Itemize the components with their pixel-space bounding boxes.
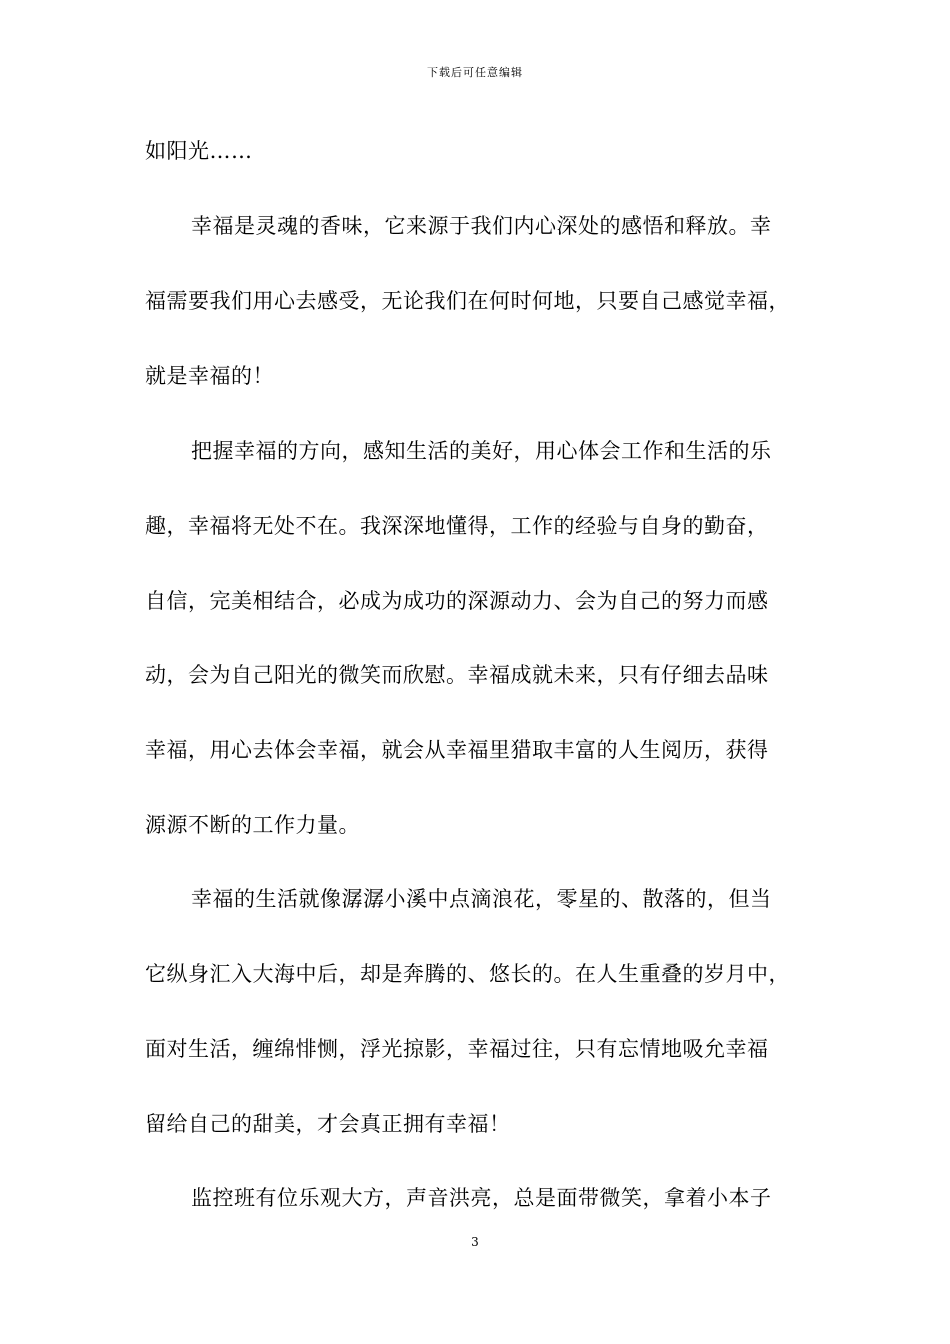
body-text-line: 它纵身汇入大海中后，却是奔腾的、悠长的。在人生重叠的岁月中， xyxy=(145,962,790,986)
body-text-line: 福需要我们用心去感受，无论我们在何时何地，只要自己感觉幸福， xyxy=(145,289,790,313)
page-header: 下载后可任意编辑 xyxy=(427,66,523,79)
body-text-line: 趣，幸福将无处不在。我深深地懂得，工作的经验与自身的勤奋， xyxy=(145,514,769,538)
body-text-line: 幸福是灵魂的香味，它来源于我们内心深处的感悟和释放。幸 xyxy=(191,214,772,238)
body-text-line: 动，会为自己阳光的微笑而欣慰。幸福成就未来，只有仔细去品味 xyxy=(145,663,769,687)
body-text-line: 就是幸福的！ xyxy=(145,364,274,388)
body-text-line: 如阳光…… xyxy=(145,139,253,163)
page-number: 3 xyxy=(471,1235,479,1249)
body-text-line: 面对生活，缠绵悱恻，浮光掠影，幸福过往，只有忘情地吸允幸福 xyxy=(145,1037,769,1061)
body-text-line: 自信，完美相结合，必成为成功的深源动力、会为自己的努力而感 xyxy=(145,589,769,613)
body-text-line: 留给自己的甜美，才会真正拥有幸福！ xyxy=(145,1112,511,1136)
body-text-line: 监控班有位乐观大方，声音洪亮，总是面带微笑，拿着小本子 xyxy=(191,1186,772,1210)
body-text-line: 幸福，用心去体会幸福，就会从幸福里猎取丰富的人生阅历，获得 xyxy=(145,738,769,762)
body-text-line: 源源不断的工作力量。 xyxy=(145,813,360,837)
body-text-line: 把握幸福的方向，感知生活的美好，用心体会工作和生活的乐 xyxy=(191,439,772,463)
body-text-line: 幸福的生活就像潺潺小溪中点滴浪花，零星的、散落的，但当 xyxy=(191,887,772,911)
